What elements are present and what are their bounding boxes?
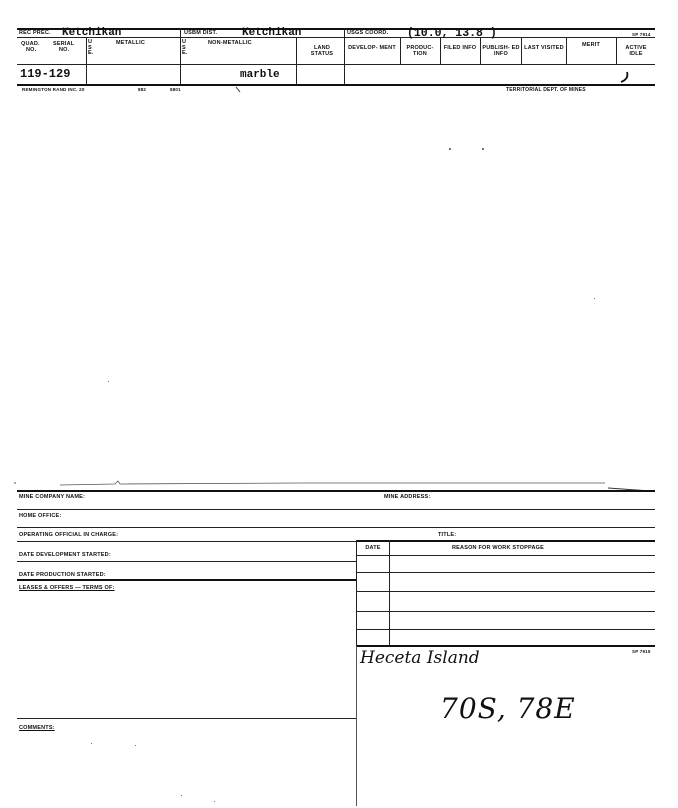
- row-divider: [17, 527, 655, 528]
- mine-company-label: MINE COMPANY NAME:: [19, 494, 86, 500]
- vertical-divider: [356, 646, 357, 806]
- row-divider: [17, 509, 655, 510]
- form-number-bottom: SP 7915: [632, 649, 651, 654]
- speck: [181, 795, 182, 796]
- col-no2: NO.: [59, 47, 70, 53]
- printer-info: REMINGTON RAND INC. 20: [22, 87, 85, 92]
- table-row-line: [356, 591, 655, 592]
- comments-label: COMMENTS:: [19, 725, 55, 731]
- form-number-top: SP 7914: [632, 32, 651, 37]
- speck: [594, 298, 595, 299]
- table-top-border: [356, 540, 655, 542]
- col-divider: [296, 37, 297, 84]
- record-bottom-border: [17, 84, 655, 86]
- row-divider: [17, 561, 356, 562]
- printer-code-2: 8801: [170, 87, 181, 92]
- col-divider: [440, 37, 441, 64]
- col-filed-info: FILED INFO: [443, 45, 477, 51]
- col-divider: [86, 37, 87, 84]
- handwritten-coordinates: 70S, 78E: [440, 692, 576, 725]
- col-serial: SERIAL: [53, 41, 75, 47]
- col-active-idle: ACTIVE IDLE: [625, 45, 647, 57]
- table-row-line: [356, 572, 655, 573]
- handwritten-location: Heceta Island: [360, 648, 480, 668]
- record-non-metallic: marble: [240, 69, 280, 81]
- col-use-non-metallic: U S E.: [182, 39, 188, 56]
- speck: [449, 148, 451, 150]
- leases-label: LEASES & OFFERS — TERMS OF:: [19, 585, 115, 591]
- col-land-status: LAND STATUS: [310, 45, 334, 57]
- back-top-border: [17, 490, 655, 492]
- reason-column-header: REASON FOR WORK STOPPAGE: [452, 545, 544, 551]
- col-use-metallic: U S E.: [88, 39, 94, 56]
- row-divider-thick: [17, 579, 356, 581]
- table-row-line: [356, 629, 655, 630]
- col-metallic: METALLIC: [116, 40, 145, 46]
- department-name: TERRITORIAL DEPT. OF MINES: [506, 87, 586, 93]
- col-divider: [180, 28, 181, 84]
- pencil-tick-mark: [235, 86, 243, 94]
- col-production: PRODUC- TION: [406, 45, 434, 57]
- col-quad: QUAD.: [21, 41, 40, 47]
- row-divider: [17, 718, 356, 719]
- col-no1: NO.: [26, 47, 37, 53]
- speck: [214, 801, 215, 802]
- speck: [91, 743, 92, 744]
- date-development-label: DATE DEVELOPMENT STARTED:: [19, 552, 111, 558]
- title-label: TITLE:: [438, 532, 457, 538]
- table-bottom-border: [356, 645, 655, 647]
- table-row-line: [356, 611, 655, 612]
- printer-code-1: 882: [138, 87, 147, 92]
- home-office-label: HOME OFFICE:: [19, 513, 62, 519]
- mine-address-label: MINE ADDRESS:: [384, 494, 431, 500]
- row-divider: [17, 541, 356, 542]
- col-divider: [400, 37, 401, 64]
- col-divider: [344, 28, 345, 84]
- rec-prec-label: REC PREC.: [19, 30, 51, 36]
- col-divider: [616, 37, 617, 64]
- col-divider: [521, 37, 522, 64]
- col-divider: [480, 37, 481, 64]
- speck: [135, 745, 136, 746]
- operating-official-label: OPERATING OFFICIAL IN CHARGE:: [19, 532, 119, 538]
- usgs-coord-label: USGS COORD.: [347, 30, 389, 36]
- speck: [108, 381, 109, 382]
- col-published-info: PUBLISH- ED INFO: [482, 45, 520, 57]
- col-last-visited: LAST VISITED: [524, 45, 564, 51]
- usbm-dist-label: USBM DIST.: [184, 30, 218, 36]
- usbm-dist-value: Ketchikan: [242, 27, 302, 39]
- col-development: DEVELOP- MENT: [348, 45, 396, 51]
- record-quad-serial: 119-129: [20, 67, 71, 81]
- col-non-metallic: NON-METALLIC: [208, 40, 252, 46]
- col-divider: [566, 37, 567, 64]
- date-production-label: DATE PRODUCTION STARTED:: [19, 572, 106, 578]
- sketch-line: [0, 478, 678, 498]
- date-column-header: DATE: [365, 545, 381, 551]
- columns-divider: [17, 64, 655, 65]
- rec-prec-value: Ketchikan: [62, 27, 122, 39]
- table-row-line: [356, 555, 655, 556]
- speck: [482, 148, 484, 150]
- checkmark-icon: [618, 70, 632, 86]
- col-merit: MERIT: [581, 42, 601, 48]
- usgs-coord-value: (10.0, 13.8 ): [407, 27, 497, 40]
